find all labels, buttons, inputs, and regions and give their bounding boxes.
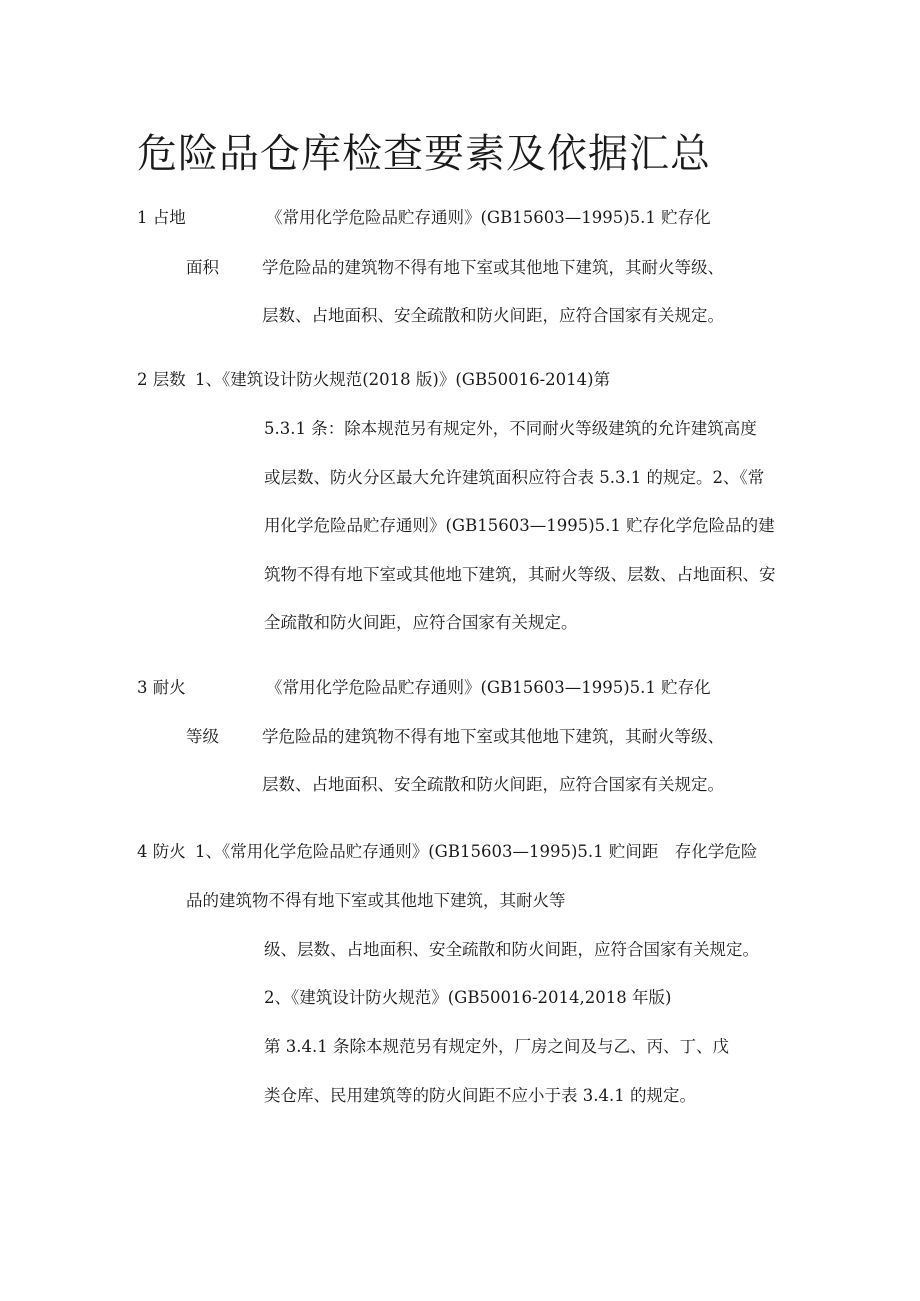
section-2-line-1: 1、《建筑设计防火规范(2018 版)》(GB50016-2014)第 bbox=[195, 370, 611, 389]
section-3-sublabel: 等级 bbox=[186, 727, 219, 746]
section-4-line-5: 第 3.4.1 条除本规范另有规定外，厂房之间及与乙、丙、丁、戊 bbox=[264, 1037, 729, 1056]
section-4-line-4: 2、《建筑设计防火规范》(GB50016-2014,2018 年版) bbox=[264, 988, 672, 1007]
section-4-line-2: 品的建筑物不得有地下室或其他地下建筑，其耐火等 bbox=[186, 891, 566, 910]
page-title: 危险品仓库检查要素及依据汇总 bbox=[137, 131, 711, 177]
section-3-label: 3 耐火 bbox=[137, 678, 186, 697]
section-4-label: 4 防火 bbox=[137, 842, 186, 861]
section-4-line-1: 1、《常用化学危险品贮存通则》(GB15603—1995)5.1 贮间距 存化学危险 bbox=[195, 842, 758, 861]
section-3-line-1: 《常用化学危险品贮存通则》(GB15603—1995)5.1 贮存化 bbox=[266, 678, 711, 697]
section-1-sublabel: 面积 bbox=[186, 258, 219, 277]
section-2-line-6: 全疏散和防火间距，应符合国家有关规定。 bbox=[264, 613, 578, 632]
section-1-line-2: 学危险品的建筑物不得有地下室或其他地下建筑，其耐火等级、 bbox=[262, 258, 724, 277]
section-2-line-5: 筑物不得有地下室或其他地下建筑，其耐火等级、层数、占地面积、安 bbox=[264, 565, 776, 584]
section-4-line-3: 级、层数、占地面积、安全疏散和防火间距，应符合国家有关规定。 bbox=[264, 940, 759, 959]
section-2-line-4: 用化学危险品贮存通则》(GB15603—1995)5.1 贮存化学危险品的建 bbox=[264, 516, 775, 535]
section-1-line-3: 层数、占地面积、安全疏散和防火间距，应符合国家有关规定。 bbox=[262, 306, 724, 325]
section-2-line-3: 或层数、防火分区最大允许建筑面积应符合表 5.3.1 的规定。2、《常 bbox=[264, 468, 765, 487]
section-3-line-2: 学危险品的建筑物不得有地下室或其他地下建筑，其耐火等级、 bbox=[262, 727, 724, 746]
section-1-label: 1 占地 bbox=[137, 208, 186, 227]
section-2-line-2: 5.3.1 条：除本规范另有规定外，不同耐火等级建筑的允许建筑高度 bbox=[264, 419, 757, 438]
section-1-line-1: 《常用化学危险品贮存通则》(GB15603—1995)5.1 贮存化 bbox=[266, 208, 711, 227]
section-4-line-6: 类仓库、民用建筑等的防火间距不应小于表 3.4.1 的规定。 bbox=[264, 1086, 696, 1105]
section-3-line-3: 层数、占地面积、安全疏散和防火间距，应符合国家有关规定。 bbox=[262, 775, 724, 794]
section-2-label: 2 层数 bbox=[137, 370, 186, 389]
